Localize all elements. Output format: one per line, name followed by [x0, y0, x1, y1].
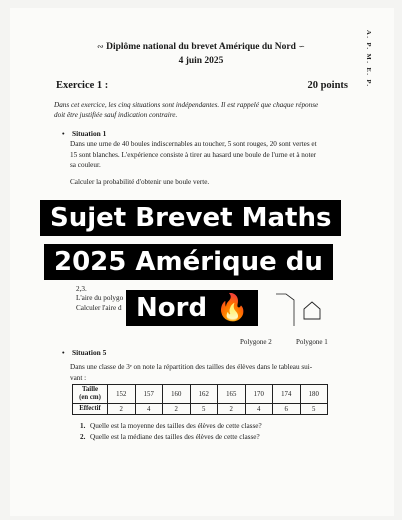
question-1-number: 1.	[80, 422, 86, 430]
situation-1-title	[62, 129, 106, 138]
table-cell: 2	[108, 404, 136, 415]
bullet-icon: •	[62, 348, 65, 357]
table-cell: 5	[190, 404, 218, 415]
question-2	[80, 433, 260, 441]
exercise-title: Exercice 1 :	[56, 80, 109, 91]
situation-5-line-2: vant :	[70, 373, 87, 382]
table-row-effectifs	[73, 404, 328, 415]
situation-1-line-2: 15 sont blanches. L'expérience consiste à tirer au hasard une boule de l'urne et à noter	[70, 150, 317, 159]
title-ornament-right: ∽	[298, 42, 305, 51]
heights-table	[72, 384, 328, 415]
intro-line-2: doit être justifiée sauf indication contraire.	[54, 111, 178, 119]
exercise-intro	[54, 100, 352, 120]
exam-date: 4 juin 2025	[178, 56, 224, 66]
situation-1-title-text: Situation 1	[72, 129, 107, 138]
apmep-side-label: A. P. M. E. P.	[365, 30, 372, 88]
table-header-taille-b: (en cm)	[79, 394, 101, 401]
situation-5-text	[70, 362, 355, 383]
overlay-caption-line-1: Sujet Brevet Maths	[40, 200, 341, 236]
table-cell: 174	[273, 385, 301, 404]
table-cell: 180	[300, 385, 328, 404]
question-1	[80, 422, 262, 430]
polygon-1-label: Polygone 1	[296, 338, 328, 346]
table-cell: 170	[245, 385, 273, 404]
exam-title	[0, 42, 402, 52]
situation-1-text	[70, 139, 355, 187]
polygon-2-figure	[272, 292, 300, 328]
exam-title-text: Diplôme national du brevet Amérique du Nord	[106, 42, 296, 52]
exercise-points: 20 points	[307, 80, 348, 91]
situation-5-title	[62, 348, 106, 357]
table-cell: 162	[190, 385, 218, 404]
polygon-1-figure	[302, 301, 322, 321]
table-cell: 2	[163, 404, 191, 415]
question-1-text: Quelle est la moyenne des tailles des élèves de cette classe?	[90, 422, 262, 430]
title-ornament-left: ∾	[97, 42, 104, 51]
table-cell: 4	[245, 404, 273, 415]
table-header-taille-a: Taille	[82, 386, 98, 393]
question-2-text: Quelle est la médiane des tailles des élèves de cette classe?	[90, 433, 260, 441]
table-cell: 160	[163, 385, 191, 404]
situation-1-line-1: Dans une urne de 40 boules indiscernables au toucher, 5 sont rouges, 20 sont vertes et	[70, 140, 317, 148]
situation-1-question: Calculer la probabilité d'obtenir une boule verte.	[70, 177, 210, 186]
table-cell: 165	[218, 385, 246, 404]
table-cell: 6	[273, 404, 301, 415]
table-cell: 157	[135, 385, 163, 404]
intro-line-1: Dans cet exercice, les cinq situations sont indépendantes. Il est rappelé que chaque réponse	[54, 101, 319, 109]
table-cell: 2	[218, 404, 246, 415]
table-cell: 5	[300, 404, 328, 415]
partial-text-calculer: Calculer l'aire d	[76, 304, 122, 312]
situation-5-title-text: Situation 5	[72, 348, 107, 357]
partial-text-aire: L'aire du polygo	[76, 294, 124, 302]
situation-1-line-3: sa couleur.	[70, 161, 101, 169]
partial-text-23: 2,3.	[76, 285, 87, 293]
situation-5-line-1: Dans une classe de 3ᵉ on note la répartition des tailles des élèves dans le tableau sui-	[70, 363, 313, 371]
table-row-tailles	[73, 385, 328, 404]
table-cell: 4	[135, 404, 163, 415]
bullet-icon: •	[62, 129, 65, 138]
polygon-2-label: Polygone 2	[240, 338, 272, 346]
question-2-number: 2.	[80, 433, 86, 441]
table-cell: 152	[108, 385, 136, 404]
overlay-caption-line-3: Nord 🔥	[126, 290, 258, 326]
overlay-caption-line-2: 2025 Amérique du	[44, 244, 333, 280]
table-header-taille	[73, 385, 108, 404]
table-header-effectif: Effectif	[73, 404, 108, 415]
